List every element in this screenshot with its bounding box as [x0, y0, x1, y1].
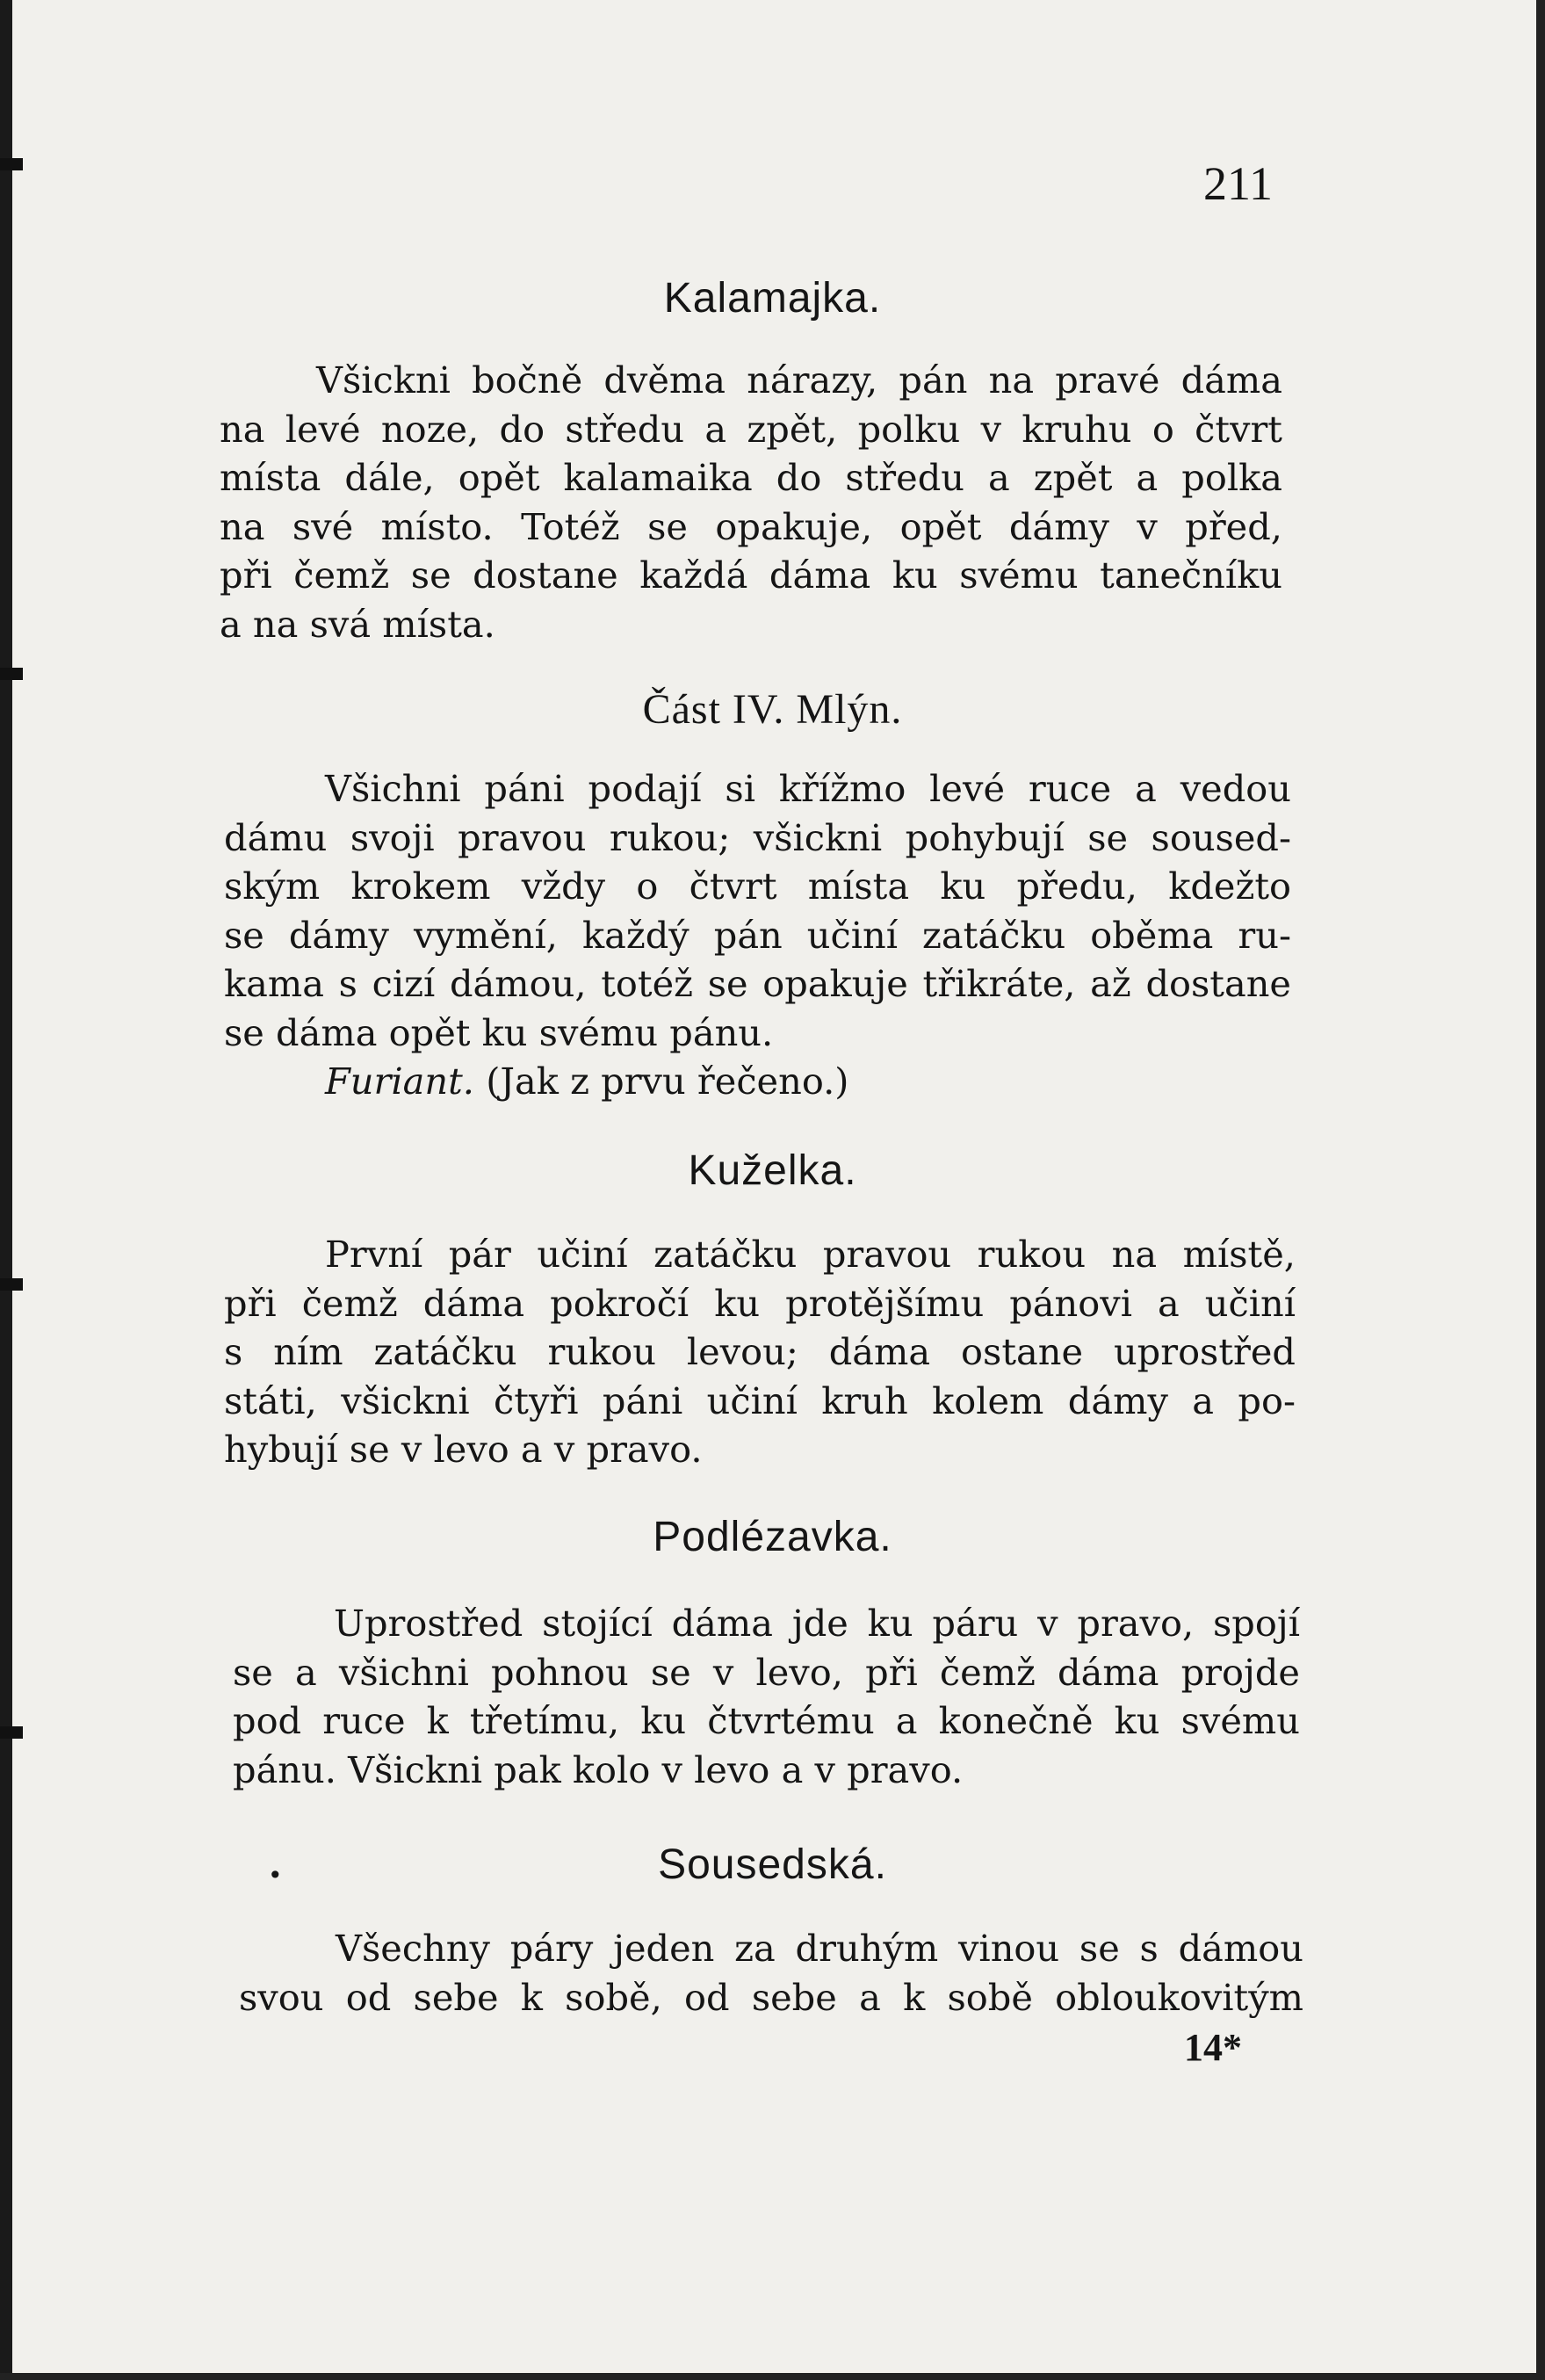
text-line: na levé noze, do středu a zpět, polku v kruhu o čtvrt — [220, 407, 1282, 451]
text-line: se dámy vymění, každý pán učiní zatáčku oběma ru- — [224, 913, 1291, 957]
furiant-note: (Jak z prvu řečeno.) — [486, 1060, 849, 1103]
page-number: 211 — [1203, 157, 1273, 210]
text-line: pod ruce k třetímu, ku čtvrtému a konečně ku svému — [233, 1699, 1300, 1742]
text-line: hybují se v levo a v pravo. — [224, 1428, 703, 1471]
text-line: svou od sebe k sobě, od sebe a k sobě obloukovitým — [239, 1975, 1303, 2019]
binding-tick — [0, 668, 23, 680]
section-heading-sousedska: Sousedská. — [658, 1841, 887, 1888]
section-heading-mlyn: Část IV. Mlýn. — [642, 686, 903, 733]
paragraph-podlezavka — [233, 1599, 1300, 1794]
text-line: s ním zatáčku rukou levou; dáma ostane uprostřed — [224, 1330, 1296, 1373]
text-line: Všickni bočně dvěma nárazy, pán na pravé dáma — [316, 358, 1282, 401]
text-line: První pár učiní zatáčku pravou rukou na místě, — [325, 1233, 1296, 1276]
scan-bottom-edge — [0, 2373, 1545, 2380]
section-heading-kuzelka: Kuželka. — [688, 1147, 857, 1194]
text-line: místa dále, opět kalamaika do středu a zpět a polka — [220, 456, 1282, 499]
text-line: Všechny páry jeden za druhým vinou se s dámou — [336, 1927, 1303, 1970]
text-line: při čemž se dostane každá dáma ku svému tanečníku — [220, 553, 1282, 597]
section-heading-kalamajka: Kalamajka. — [663, 275, 882, 322]
binding-tick — [0, 1278, 23, 1291]
dance-name-furiant: Furiant. — [325, 1060, 474, 1103]
paragraph-mlyn — [224, 764, 1291, 1106]
text-line: se dáma opět ku svému pánu. — [224, 1010, 774, 1054]
text-line: pánu. Všickni pak kolo v levo a v pravo. — [233, 1747, 964, 1791]
furiant-line — [224, 1057, 1291, 1106]
binding-tick — [0, 1726, 23, 1739]
text-line: ským krokem vždy o čtvrt místa ku předu, kdežto — [224, 864, 1291, 908]
text-line: dámu svoji pravou rukou; všickni pohybují se soused- — [224, 815, 1291, 859]
text-line: při čemž dáma pokročí ku protějšímu pánovi a učiní — [224, 1281, 1296, 1325]
paragraph-sousedska — [239, 1924, 1303, 2022]
text-line: na své místo. Totéž se opakuje, opět dámy v před, — [220, 504, 1282, 548]
paragraph-kalamajka — [220, 356, 1282, 648]
text-line: Všichni páni podají si křížmo levé ruce a vedou — [325, 767, 1291, 810]
text-line: se a všichni pohnou se v levo, při čemž dáma projde — [233, 1650, 1300, 1694]
signature-mark: 14* — [1184, 2026, 1242, 2069]
text-line: kama s cizí dámou, totéž se opakuje třikráte, až dostane — [224, 962, 1291, 1005]
text-line: státi, všickni čtyři páni učiní kruh kolem dámy a po- — [224, 1378, 1296, 1422]
stray-dot: • — [268, 1861, 283, 1890]
text-line: Uprostřed stojící dáma jde ku páru v pravo, spojí — [334, 1602, 1300, 1645]
section-heading-podlezavka: Podlézavka. — [653, 1514, 892, 1560]
binding-tick — [0, 158, 23, 170]
paragraph-kuzelka — [224, 1230, 1296, 1474]
text-line: a na svá místa. — [220, 602, 495, 646]
